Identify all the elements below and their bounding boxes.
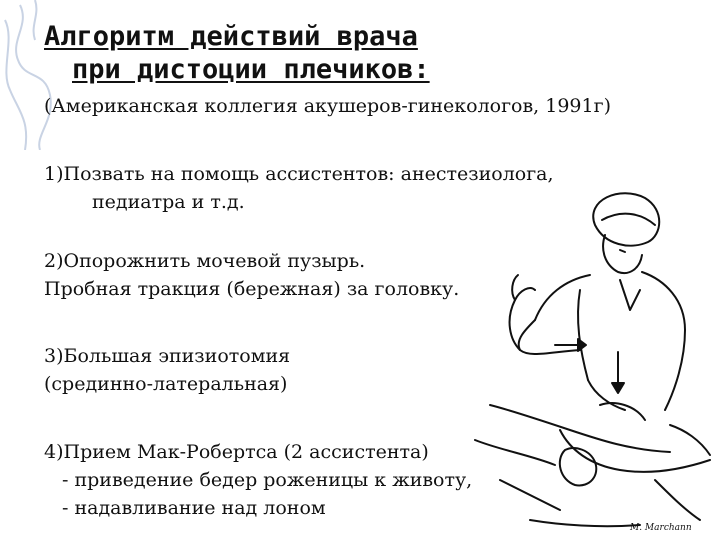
step-1-line-1: 1)Позвать на помощь ассистентов: анестезиолога, — [44, 163, 554, 185]
illustration-signature: M. Marchann — [630, 523, 692, 533]
step-4-line-1: 4)Прием Мак-Робертса (2 ассистента) — [44, 441, 429, 463]
step-4-line-3: - надавливание над лоном — [62, 497, 326, 519]
title-line-2: при дистоции плечиков: — [72, 54, 430, 85]
step-3-line-1: 3)Большая эпизиотомия — [44, 345, 291, 367]
subtitle: (Американская коллегия акушеров-гинекологов, 1991г) — [44, 95, 611, 117]
step-2-line-1: 2)Опорожнить мочевой пузырь. — [44, 250, 366, 272]
step-1-line-2: педиатра и т.д. — [92, 191, 245, 213]
doctor-performing-maneuver-illustration — [470, 180, 715, 535]
step-4 — [44, 438, 472, 522]
step-2-line-2: Пробная тракция (бережная) за головку. — [44, 278, 460, 300]
page-title — [44, 20, 430, 86]
step-2 — [44, 247, 459, 303]
step-3 — [44, 342, 290, 398]
step-4-line-2: - приведение бедер роженицы к животу, — [62, 469, 473, 491]
step-3-line-2: (срединно-латеральная) — [44, 373, 288, 395]
title-line-1: Алгоритм действий врача — [44, 21, 418, 52]
